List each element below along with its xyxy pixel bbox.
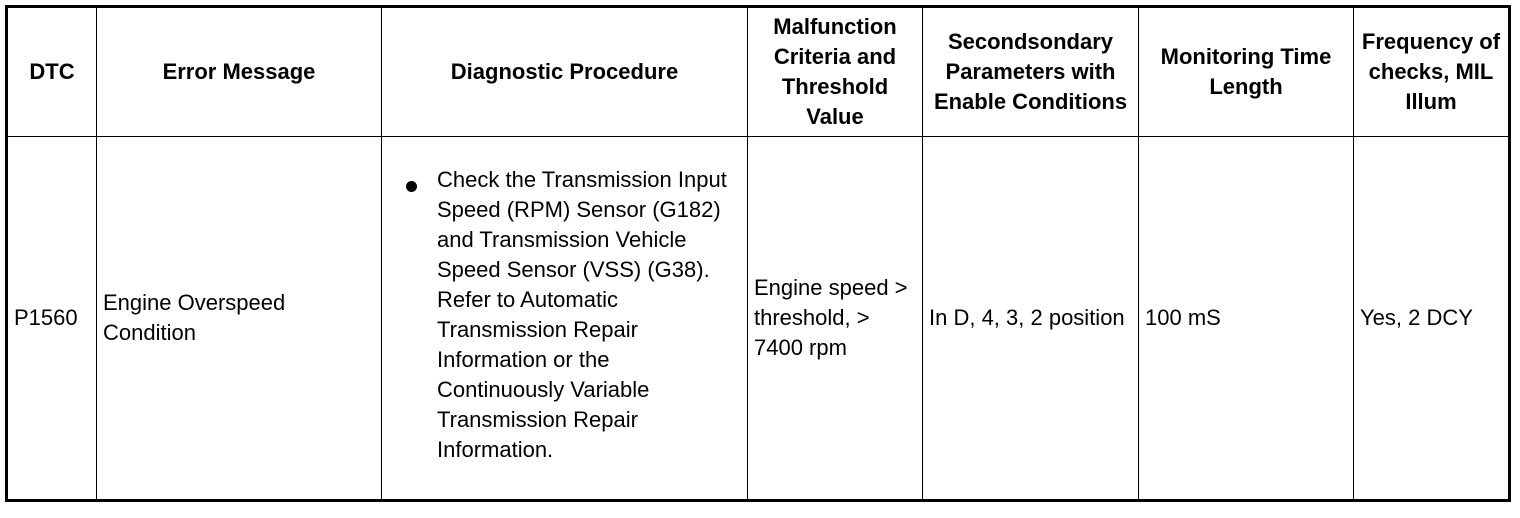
cell-secondary-parameters: In D, 4, 3, 2 position (923, 137, 1139, 501)
header-monitoring-time: Monitoring Time Length (1139, 7, 1354, 137)
header-malfunction-criteria: Malfunction Criteria and Threshold Value (748, 7, 923, 137)
header-error-message: Error Message (97, 7, 382, 137)
table-row (7, 137, 1510, 501)
cell-diagnostic-procedure (382, 137, 748, 501)
cell-dtc-code: P1560 (7, 137, 97, 501)
cell-monitoring-time: 100 mS (1139, 137, 1354, 501)
cell-error-message: Engine Overspeed Condition (97, 137, 382, 501)
procedure-list-item (388, 167, 741, 465)
header-secondary-parameters: Secondsondary Parameters with Enable Conditions (923, 7, 1139, 137)
header-row (7, 7, 1510, 137)
header-frequency: Frequency of checks, MIL Illum (1354, 7, 1510, 137)
cell-malfunction-criteria: Engine speed > threshold, > 7400 rpm (748, 137, 923, 501)
header-diagnostic-procedure: Diagnostic Procedure (382, 7, 748, 137)
bullet-dot-icon (406, 181, 417, 192)
cell-frequency: Yes, 2 DCY (1354, 137, 1510, 501)
header-dtc: DTC (7, 7, 97, 137)
dtc-table (5, 5, 1511, 502)
procedure-text: Check the Transmission Input Speed (RPM) Sensor (G182) and Transmission Vehicle Speed Sensor (VSS) (G38). Refer to Automatic Transmission Repair Information or the Continuously Variable Transmission Repair Information. (437, 167, 727, 462)
table-header (7, 7, 1510, 137)
